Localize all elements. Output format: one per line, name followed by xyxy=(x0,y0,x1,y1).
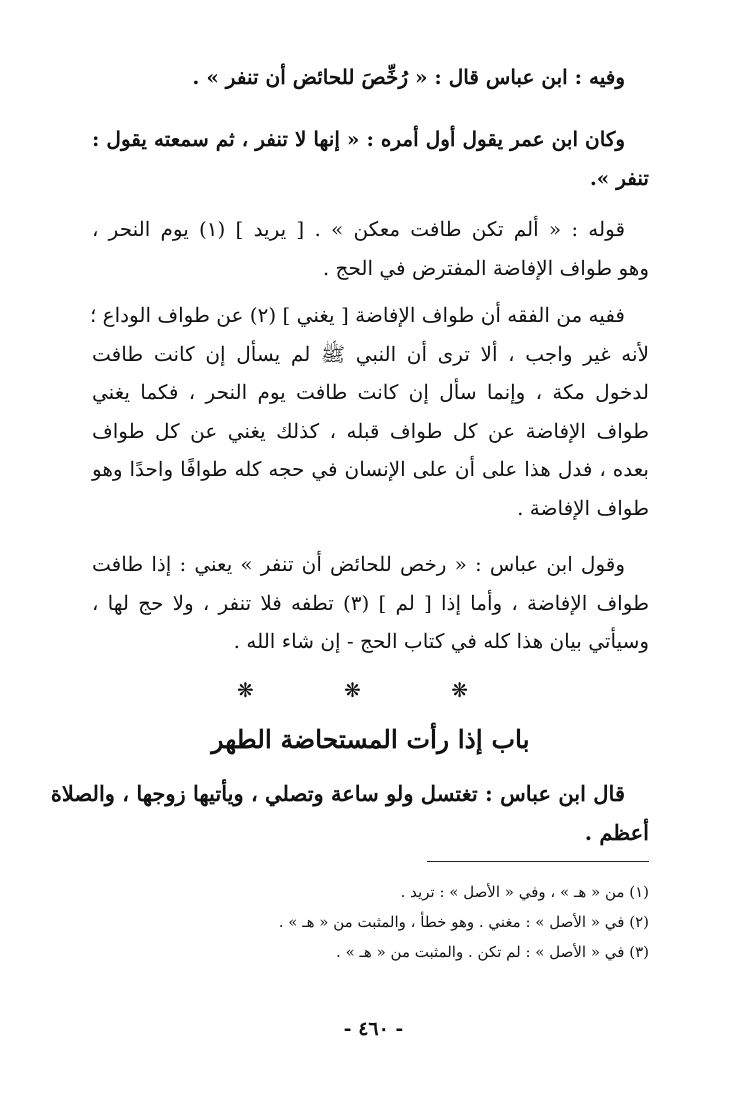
text-line: طواف الإفاضة ، وأما إذا [ لم ] (٣) تطفه فلا تنفر ، ولا حج لها ، xyxy=(92,590,649,615)
paragraph-ibn-abbas-quote xyxy=(92,58,649,97)
text-line: تنفر ». xyxy=(589,165,649,190)
text-line: بعده ، فدل هذا على أن على الإنسان في حجه كله طوافًا واحدًا وهو xyxy=(92,457,649,481)
footnote-3: (٣) في « الأصل » : لم تكن . والمثبت من « هـ » . xyxy=(336,943,649,961)
text-line: ففيه من الفقه أن طواف الإفاضة [ يغني ] (٢) عن طواف الوداع ؛ xyxy=(89,303,625,327)
paragraph-commentary-2 xyxy=(89,296,649,527)
text-line: أعظم . xyxy=(584,819,649,845)
text-line: قال ابن عباس : تغتسل ولو ساعة وتصلي ، ويأتيها زوجها ، والصلاة xyxy=(50,781,625,806)
paragraph-commentary-3 xyxy=(92,545,649,661)
text-line: وسيأتي بيان هذا كله في كتاب الحج - إن شاء الله . xyxy=(233,629,649,653)
paragraph-ibn-umar xyxy=(92,120,649,197)
text-line: قوله : « ألم تكن طافت معكن » . [ يريد ] (١) يوم النحر ، xyxy=(92,217,626,241)
footnote-2: (٢) في « الأصل » : مغني . وهو خطأ ، والمثبت من « هـ » . xyxy=(278,913,649,931)
text-line: وهو طواف الإفاضة المفترض في الحج . xyxy=(322,255,649,280)
text-line: طواف الإفاضة عن كل طواف قبله ، كذلك يغني عن كل طواف xyxy=(92,418,649,443)
footnote-1: (١) من « هـ » ، وفي « الأصل » : تريد . xyxy=(400,883,649,901)
paragraph-commentary-1 xyxy=(92,210,649,287)
section-separator: ❋ ❋ ❋ xyxy=(237,678,510,702)
text-line: لدخول مكة ، وإنما سأل إن كانت طافت يوم النحر ، فكما يغني xyxy=(92,380,649,404)
text-line: وقول ابن عباس : « رخص للحائض أن تنفر » يعني : إذا طافت xyxy=(92,552,625,576)
text-line: لأنه غير واجب ، ألا ترى أن النبي ﷺ لم يسأل إن كانت طافت xyxy=(92,341,649,366)
text-line: وفيه : ابن عباس قال : « رُخِّصَ للحائض أن تنفر » . xyxy=(192,65,625,89)
page-number: - ٤٦٠ - xyxy=(343,1018,404,1040)
footnote-divider xyxy=(427,861,649,862)
text-line: طواف الإفاضة . xyxy=(517,495,649,520)
text-line: وكان ابن عمر يقول أول أمره : « إنها لا تنفر ، ثم سمعته يقول : xyxy=(92,127,625,151)
paragraph-chapter-text xyxy=(50,775,649,852)
chapter-heading: باب إذا رأت المستحاضة الطهر xyxy=(211,725,530,754)
